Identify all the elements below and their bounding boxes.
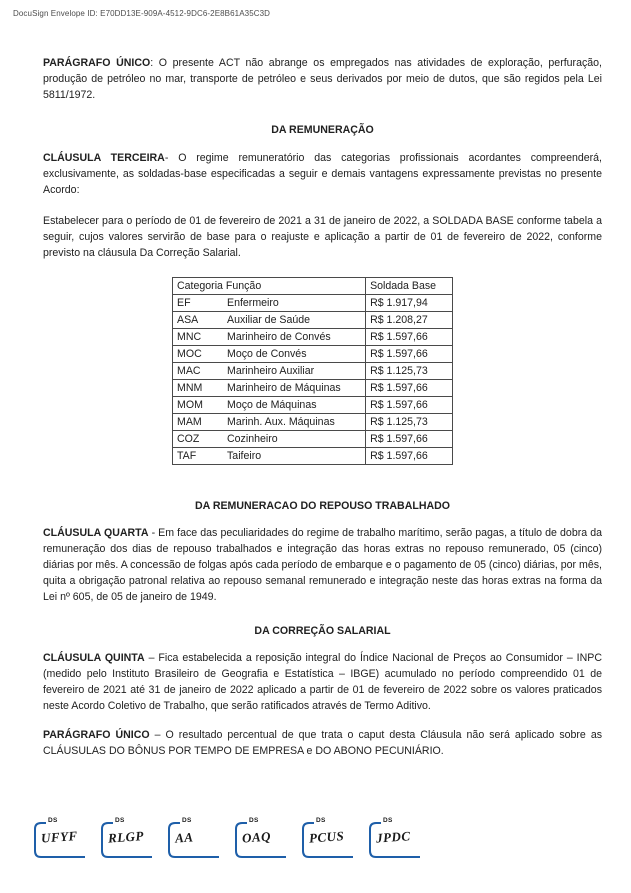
docusign-initials-stamp[interactable] [300,818,356,862]
category-code: MOM [177,398,203,411]
category-name: Moço de Máquinas [227,398,317,411]
category-code: MAC [177,364,201,377]
docusign-initials-stamp[interactable] [233,818,289,862]
soldada-value: R$ 1.208,27 [366,312,453,329]
table-header-soldada: Soldada Base [366,278,453,295]
paragraph-clausula-quarta [43,525,602,605]
paragraph-clausula-quinta [43,650,602,714]
category-code: EF [177,296,191,309]
table-row [173,448,453,465]
docusign-initials-stamp[interactable] [99,818,155,862]
paragraph-estabelecer: Estabelecer para o período de 01 de fevereiro de 2021 a 31 de janeiro de 2022, a SOLDADA BASE conforme tabela a seguir, cujos valores servirão de base para o reajuste e aplicação a partir de 01 de fevereiro de 2022, conforme previsto na cláusula Da Correção Salarial. [43,215,602,259]
clausula-quinta-label: CLÁUSULA QUINTA [43,652,145,664]
table-row [173,414,453,431]
category-name: Auxiliar de Saúde [227,313,311,326]
soldada-base-table [172,277,453,465]
table-row [173,295,453,312]
docusign-initials-stamp[interactable] [367,818,423,862]
ds-badge: DS [249,817,259,824]
clausula-quinta-text: – Fica estabelecida a reposição integral do Índice Nacional de Preços ao Consumidor – INPC (medido pelo Instituto Brasileiro de Geografia e Estatística – IBGE) acumulado no período compreendido 01 de fevereiro de 2021 até 31 de janeiro de 2022 aplicado a partir de 01 de fevereiro de 2022 sobre os valores praticados neste Acordo Coletivo de Trabalho, que serão ratificados através de Termo Aditivo. [43,652,602,712]
table-row [173,380,453,397]
ds-badge: DS [48,817,58,824]
category-code: MNC [177,330,202,343]
table-row [173,346,453,363]
ds-badge: DS [383,817,393,824]
paragraph-clausula-terceira [43,150,602,198]
category-name: Marinheiro Auxiliar [227,364,315,377]
clausula-quarta-text: - Em face das peculiaridades do regime de trabalho marítimo, serão pagas, a título de dobra da remuneração dos dias de repouso trabalhados e integração das horas extras no repouso remunerado, 05 (cinco) diárias por mês. A concessão de folgas após cada período de embarque e o pagamento de 05 (cinco) diárias, por mês, quita a obrigação patronal relativa ao repouso semanal remunerado e integração neste das horas extras na forma da Lei nº 605, de 05 de janeiro de 1949. [43,527,602,603]
signature-initials: OAQ [241,828,272,846]
category-name: Enfermeiro [227,296,279,309]
clausula-quarta-label: CLÁUSULA QUARTA [43,527,149,539]
soldada-value: R$ 1.125,73 [366,363,453,380]
table-header-categoria: Categoria Função [173,278,366,295]
category-code: MOC [177,347,202,360]
ds-badge: DS [182,817,192,824]
soldada-value: R$ 1.917,94 [366,295,453,312]
soldada-value: R$ 1.597,66 [366,397,453,414]
soldada-value: R$ 1.597,66 [366,346,453,363]
category-name: Moço de Convés [227,347,307,360]
table-row [173,312,453,329]
table-row [173,431,453,448]
paragraph-unico-2 [43,727,602,759]
category-code: TAF [177,449,197,462]
paragraph-unico-1 [43,55,602,103]
soldada-value: R$ 1.597,66 [366,448,453,465]
soldada-value: R$ 1.597,66 [366,380,453,397]
soldada-value: R$ 1.125,73 [366,414,453,431]
paragraph-unico-2-text: – O resultado percentual de que trata o caput desta Cláusula não será aplicado sobre as CLÁUSULAS DO BÔNUS POR TEMPO DE EMPRESA e DO ABONO PECUNIÁRIO. [43,729,603,757]
clausula-terceira-label: CLÁUSULA TERCEIRA [43,152,165,164]
category-name: Marinheiro de Máquinas [227,381,341,394]
category-name: Marinh. Aux. Máquinas [227,415,335,428]
signature-initials: JPDC [375,828,411,846]
category-name: Taifeiro [227,449,262,462]
paragraph-unico-2-label: PARÁGRAFO ÚNICO [43,729,150,741]
category-name: Marinheiro de Convés [227,330,331,343]
docusign-initials-stamp[interactable] [166,818,222,862]
signature-initials: UFYF [40,828,79,846]
docusign-initials-stamp[interactable] [32,818,88,862]
signature-initials: RLGP [107,828,145,846]
docusign-envelope-id: DocuSign Envelope ID: E70DD13E-909A-4512-9DC6-2E8B61A35C3D [13,9,271,18]
table-row [173,363,453,380]
table-row [173,329,453,346]
soldada-value: R$ 1.597,66 [366,431,453,448]
category-code: ASA [177,313,199,326]
soldada-value: R$ 1.597,66 [366,329,453,346]
heading-correcao-salarial: DA CORREÇÃO SALARIAL [254,625,391,637]
category-code: MAM [177,415,202,428]
heading-da-remuneracao: DA REMUNERAÇÃO [271,124,374,136]
clausula-terceira-text: - O regime remuneratório das categorias profissionais acordantes compreenderá, exclusivamente, as soldadas-base especificadas a seguir e demais vantagens expressamente previstas no presente Acordo: [43,152,602,196]
paragraph-unico-1-label: PARÁGRAFO ÚNICO [43,57,151,69]
signature-initials: PCUS [308,828,345,846]
signature-initials: AA [174,829,194,846]
paragraph-unico-1-text: : O presente ACT não abrange os empregados nas atividades de exploração, perfuração, produção de petróleo no mar, transporte de petróleo e seus derivados por meio de dutos, que são regidos pela Lei 5811/1972. [43,57,602,101]
category-code: MNM [177,381,203,394]
signature-row [32,818,434,862]
heading-repouso-trabalhado: DA REMUNERACAO DO REPOUSO TRABALHADO [194,500,451,512]
ds-badge: DS [115,817,125,824]
document-body [43,55,602,759]
category-name: Cozinheiro [227,432,278,445]
ds-badge: DS [316,817,326,824]
table-row [173,397,453,414]
table-header-row [173,278,453,295]
category-code: COZ [177,432,200,445]
